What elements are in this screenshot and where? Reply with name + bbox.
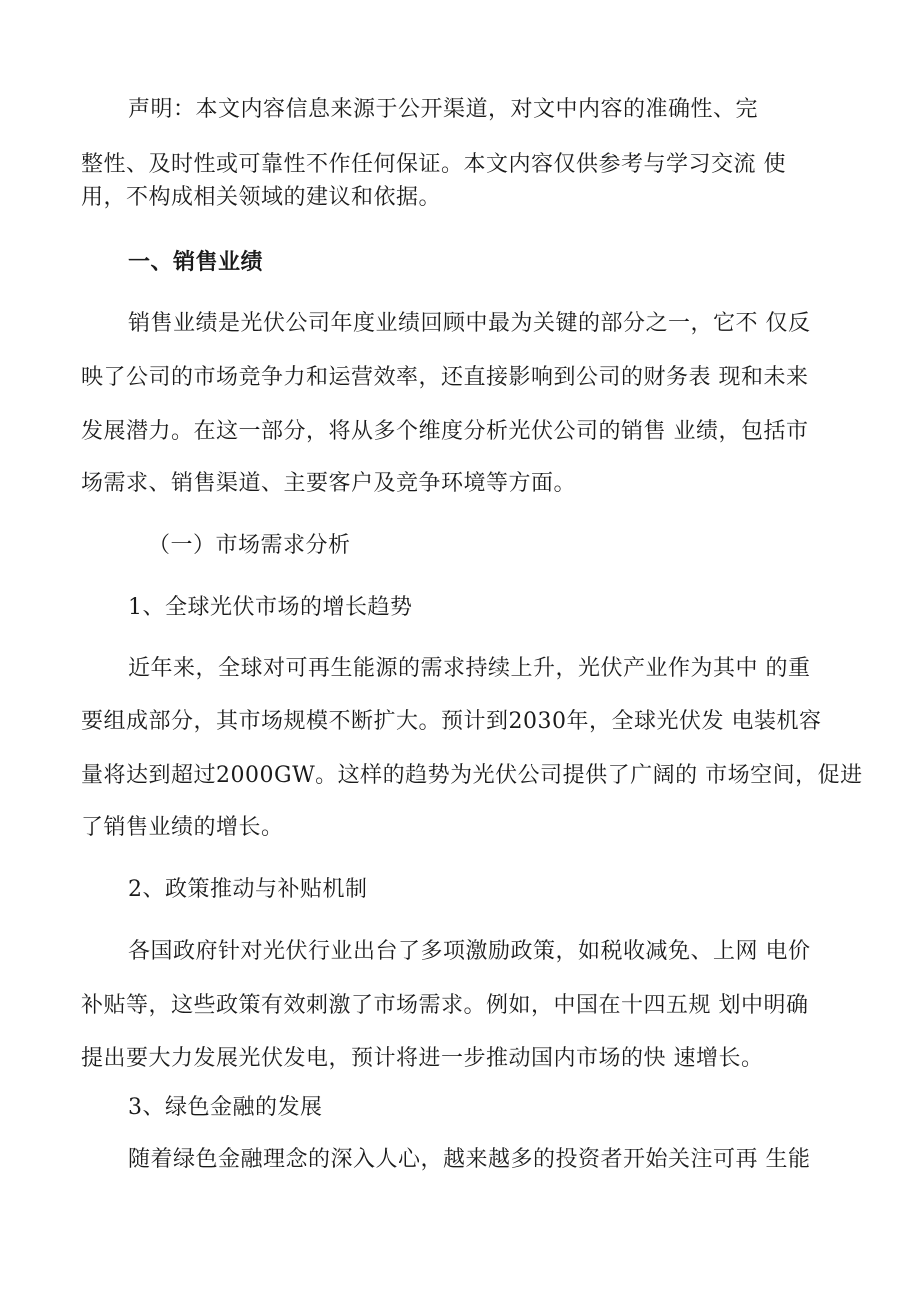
- intro-line-3: 发展潜力。在这一部分，将从多个维度分析光伏公司的销售 业绩，包括市: [81, 419, 809, 444]
- item-1-line-3: 量将达到超过2000GW。这样的趋势为光伏公司提供了广阔的 市场空间，促进: [81, 763, 863, 788]
- item-2-line-2: 补贴等，这些政策有效刺激了市场需求。例如，中国在十四五规 划中明确: [81, 993, 809, 1018]
- item-1-line-2: 要组成部分，其市场规模不断扩大。预计到2030年，全球光伏发 电装机容: [81, 709, 822, 734]
- item-1-line-4: 了销售业绩的增长。: [81, 815, 284, 840]
- item-title-2: 2、政策推动与补贴机制: [128, 877, 368, 902]
- intro-line-1: 销售业绩是光伏公司年度业绩回顾中最为关键的部分之一，它不 仅反: [128, 311, 811, 336]
- disclaimer-line-3: 用，不构成相关领域的建议和依据。: [81, 185, 442, 210]
- disclaimer-line-1: 声明：本文内容信息来源于公开渠道，对文中内容的准确性、完: [128, 97, 759, 122]
- intro-line-4: 场需求、销售渠道、主要客户及竞争环境等方面。: [81, 471, 577, 496]
- intro-line-2: 映了公司的市场竞争力和运营效率，还直接影响到公司的财务表 现和未来: [81, 365, 809, 390]
- subsection-title-market-demand: （一）市场需求分析: [148, 533, 351, 558]
- item-1-line-1: 近年来，全球对可再生能源的需求持续上升，光伏产业作为其中 的重: [128, 656, 811, 681]
- item-2-line-1: 各国政府针对光伏行业出台了多项激励政策，如税收减免、上网 电价: [128, 939, 811, 964]
- section-title-sales: 一、销售业绩: [128, 250, 264, 275]
- item-3-line-1: 随着绿色金融理念的深入人心，越来越多的投资者开始关注可再 生能: [128, 1147, 811, 1172]
- item-title-3: 3、绿色金融的发展: [128, 1095, 323, 1120]
- item-2-line-3: 提出要大力发展光伏发电，预计将进一步推动国内市场的快 速增长。: [81, 1046, 764, 1071]
- disclaimer-line-2: 整性、及时性或可靠性不作任何保证。本文内容仅供参考与学习交流 使: [81, 152, 786, 177]
- item-title-1: 1、全球光伏市场的增长趋势: [128, 595, 413, 620]
